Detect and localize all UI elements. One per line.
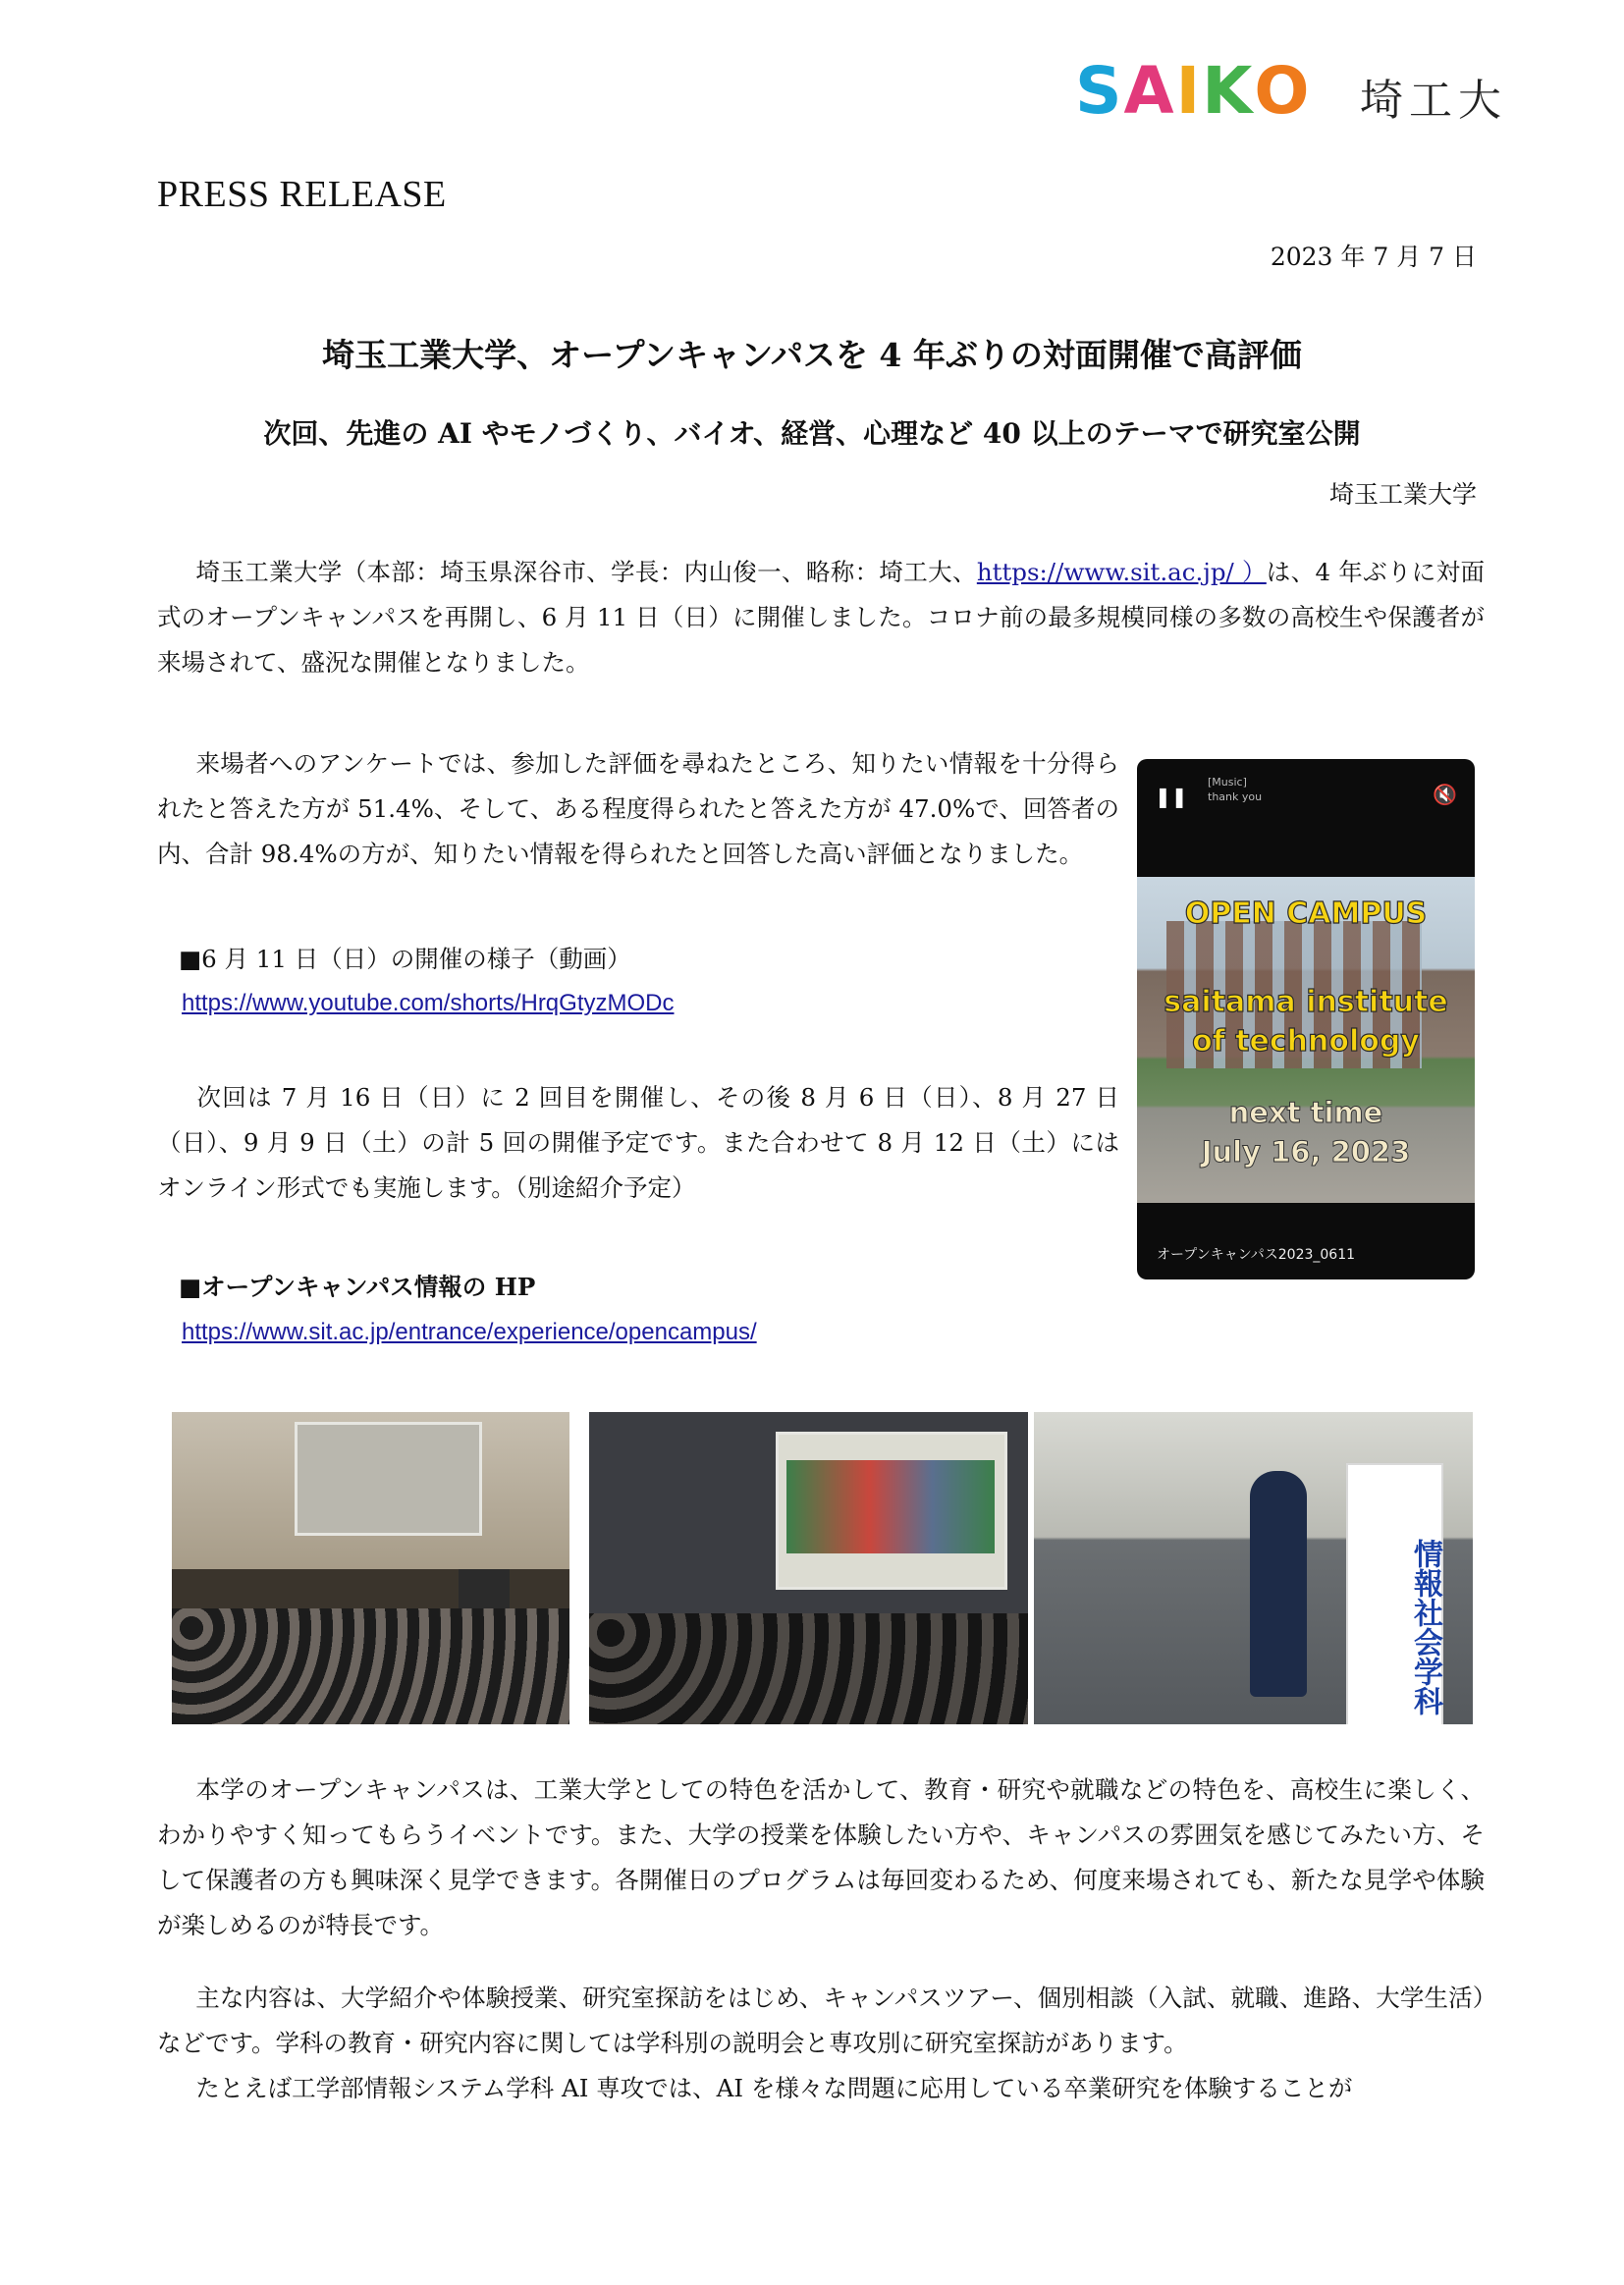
projection-screen bbox=[295, 1422, 482, 1536]
photo-department-booth bbox=[1034, 1412, 1473, 1724]
video-title-open-campus: OPEN CAMPUS bbox=[1184, 897, 1428, 931]
audience bbox=[589, 1613, 1028, 1724]
department-banner bbox=[1346, 1463, 1443, 1724]
survey-text: 来場者へのアンケートでは、参加した評価を尋ねたところ、知りたい情報を十分得られたと答えた方が 51.4%、そして、ある程度得られたと答えた方が 47.0%で、回答者の内、合計 98.4%の方が、知りたい情報を得られたと回答した高い評価となりました。 bbox=[157, 749, 1119, 868]
projection-screen bbox=[776, 1432, 1007, 1590]
video-thumbnail[interactable] bbox=[1137, 759, 1475, 1279]
logo-letter: S bbox=[1075, 53, 1124, 129]
slide-image bbox=[786, 1460, 995, 1553]
organization-name: 埼玉工業大学 bbox=[1328, 480, 1477, 509]
release-date: 2023 年 7 月 7 日 bbox=[1270, 243, 1477, 271]
photo-lecture-hall bbox=[172, 1412, 569, 1724]
paragraph-intro bbox=[157, 550, 1485, 685]
video-controls bbox=[1137, 759, 1475, 877]
video-link[interactable]: https://www.youtube.com/shorts/HrqGtyzMODc bbox=[182, 990, 675, 1016]
video-title-next-time: next time July 16, 2023 bbox=[1201, 1096, 1411, 1169]
schedule-text: 次回は 7 月 16 日（日）に 2 回目を開催し、その後 8 月 6 日（日）、8 月 27 日（日）、9 月 9 日（土）の計 5 回の開催予定です。また合わせて 8 月 12 日（土）にはオンライン形式でも実施します。（別途紹介予定） bbox=[157, 1083, 1119, 1202]
video-frame bbox=[1137, 877, 1475, 1203]
intro-text-continued: は、4 年ぶりに対面式のオープンキャンパスを再開し、6 月 11 日（日）に開催しました。コロナ前の最多規模同様の多数の高校生や保護者が来場されて、盛況な開催となりました。 bbox=[157, 558, 1485, 677]
about-event-text: 本学のオープンキャンパスは、工業大学としての特色を活かして、教育・研究や就職などの特色を、高校生に楽しく、わかりやすく知ってもらうイベントです。また、大学の授業を体験したい方や、キャンパスの雰囲気を感じてみたい方、そして保護者の方も興味深く見学できます。各開催日のプログラムは毎回変わるため、何度来場されても、新たな見学や体験が楽しめるのが特長です。 bbox=[157, 1775, 1485, 1939]
headline: 埼玉工業大学、オープンキャンパスを 4 年ぶりの対面開催で高評価 bbox=[322, 336, 1302, 374]
logo-letter: O bbox=[1254, 53, 1312, 129]
paragraph-contents bbox=[157, 1976, 1485, 2111]
banner-text: 情報社会学科 bbox=[1408, 1539, 1442, 1715]
video-title: オープンキャンパス2023_0611 bbox=[1157, 1247, 1356, 1263]
subheadline: 次回、先進の AI やモノづくり、バイオ、経営、心理など 40 以上のテーマで研究室公開 bbox=[263, 417, 1361, 450]
logo-japanese: 埼工大 bbox=[1360, 76, 1507, 126]
video-caption: [Music] thank you bbox=[1208, 776, 1263, 803]
press-release-label: PRESS RELEASE bbox=[157, 174, 447, 215]
pause-icon[interactable]: ❚❚ bbox=[1155, 785, 1188, 808]
presenter bbox=[1250, 1471, 1307, 1697]
photo-class-presentation bbox=[589, 1412, 1028, 1724]
video-item-label: ■6 月 11 日（日）の開催の様子（動画） bbox=[179, 945, 631, 973]
contents-text: 主な内容は、大学紹介や体験授業、研究室探訪をはじめ、キャンパスツアー、個別相談（入試、就職、進路、大学生活）などです。学科の教育・研究内容に関しては学科別の説明会と専攻別に研究室探訪があります。 bbox=[157, 1984, 1485, 2057]
example-text: たとえば工学部情報システム学科 AI 専攻では、AI を様々な問題に応用している卒業研究を体験することが bbox=[195, 2074, 1353, 2102]
video-title-institute: saitama institute of technology bbox=[1164, 985, 1448, 1059]
intro-text: 埼玉工業大学（本部：埼玉県深谷市、学長：内山俊一、略称：埼工大、 bbox=[195, 558, 977, 586]
paragraph-schedule bbox=[157, 1075, 1119, 1211]
hp-item-label: ■オープンキャンパス情報の HP bbox=[179, 1273, 536, 1301]
paragraph-about-event bbox=[157, 1768, 1485, 1948]
logo-letter: K bbox=[1202, 53, 1255, 129]
saiko-logo bbox=[1075, 53, 1507, 129]
audience bbox=[172, 1608, 569, 1724]
hp-link[interactable]: https://www.sit.ac.jp/entrance/experience/opencampus/ bbox=[182, 1319, 757, 1345]
logo-letter: A bbox=[1123, 53, 1176, 129]
paragraph-survey bbox=[157, 741, 1119, 877]
mute-icon[interactable]: 🔇 bbox=[1433, 783, 1457, 806]
logo-letter: I bbox=[1175, 53, 1203, 129]
university-link[interactable]: https://www.sit.ac.jp/ ） bbox=[976, 558, 1267, 586]
